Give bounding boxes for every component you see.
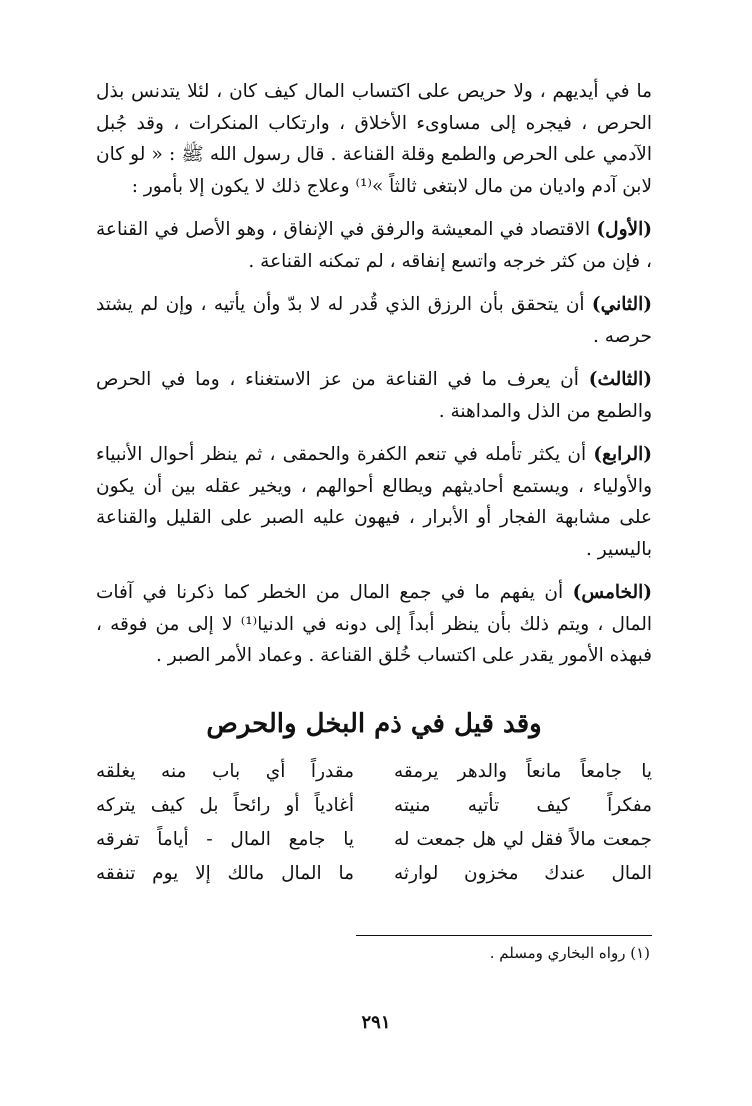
point-second-text: أن يتحقق بأن الرزق الذي قُدر له لا بدّ وأن يأتيه ، وإن لم يشتد حرصه . (96, 294, 652, 347)
section-heading: وقد قيل في ذم البخل والحرص (206, 708, 542, 739)
page-number: ٢٩١ (361, 1012, 391, 1033)
poem-verse-4-right: المال عندك مخزون لوارثه (394, 862, 652, 884)
footnote-divider (356, 935, 652, 936)
point-first-label: (الأول) (596, 219, 652, 240)
point-third (96, 364, 652, 427)
poem-verse-2-right: مفكراً كيف تأتيه منيته (394, 794, 652, 816)
poem-verse-1-left: مقدراً أي باب منه يغلقه (96, 760, 354, 782)
poem (96, 756, 652, 890)
point-fifth-label: (الخامس) (572, 582, 652, 603)
poem-verse-4-left: ما المال مالك إلا يوم تنفقه (96, 862, 354, 884)
point-fifth-text: أن يفهم ما في جمع المال من الخطر كما ذكرنا في آفات المال ، ويتم ذلك بأن ينظر أبداً إلى دونه في الدنيا⁽¹⁾ لا إلى من فوقه ، فبهذه الأمور يقدر على اكتساب خُلق القناعة . وعماد الأمر الصبر . (96, 582, 652, 666)
point-first-text: الاقتصاد في المعيشة والرفق في الإنفاق ، وهو الأصل في القناعة ، فإن من كثر خرجه واتسع إنفاقه ، لم تمكنه القناعة . (96, 219, 652, 272)
point-first (96, 214, 652, 277)
footnote: (١) رواه البخاري ومسلم . (489, 944, 650, 962)
point-second (96, 289, 652, 352)
point-third-text: أن يعرف ما في القناعة من عز الاستغناء ، وما في الحرص والطمع من الذل والمداهنة . (96, 369, 652, 422)
point-fourth-label: (الرابع) (593, 444, 652, 465)
poem-verse-3-right: جمعت مالاً فقل لي هل جمعت له (394, 828, 652, 850)
point-second-label: (الثاني) (591, 294, 652, 315)
point-fourth-text: أن يكثر تأمله في تنعم الكفرة والحمقى ، ثم ينظر أحوال الأنبياء والأولياء ، ويستمع أحاديثهم ويطالع أحوالهم ، ويخير عقله بين أن يكون على مشابهة الفجار أو الأبرار ، فيهون عليه الصبر على القليل والقناعة باليسير . (96, 444, 652, 560)
intro-paragraph: ما في أيديهم ، ولا حريص على اكتساب المال كيف كان ، لئلا يتدنس بذل الحرص ، فيجره إلى مساوىء الأخلاق ، وارتكاب المنكرات ، وقد جُبل الآدمي على الحرص والطمع وقلة القناعة . قال رسول الله ﷺ : « لو كان لابن آدم واديان من مال لابتغى ثالثاً »⁽¹⁾ وعلاج ذلك لا يكون إلا بأمور : (96, 81, 652, 197)
poem-verse-2-left: أغادياً أو رائحاً بل كيف يتركه (96, 794, 354, 816)
point-fifth (96, 577, 652, 672)
poem-verse-3-left: يا جامع المال - أياماً تفرقه (96, 828, 354, 850)
point-third-label: (الثالث) (588, 369, 652, 390)
poem-verse-1-right: يا جامعاً مانعاً والدهر يرمقه (394, 760, 652, 782)
page-body (96, 76, 652, 890)
point-fourth (96, 439, 652, 565)
